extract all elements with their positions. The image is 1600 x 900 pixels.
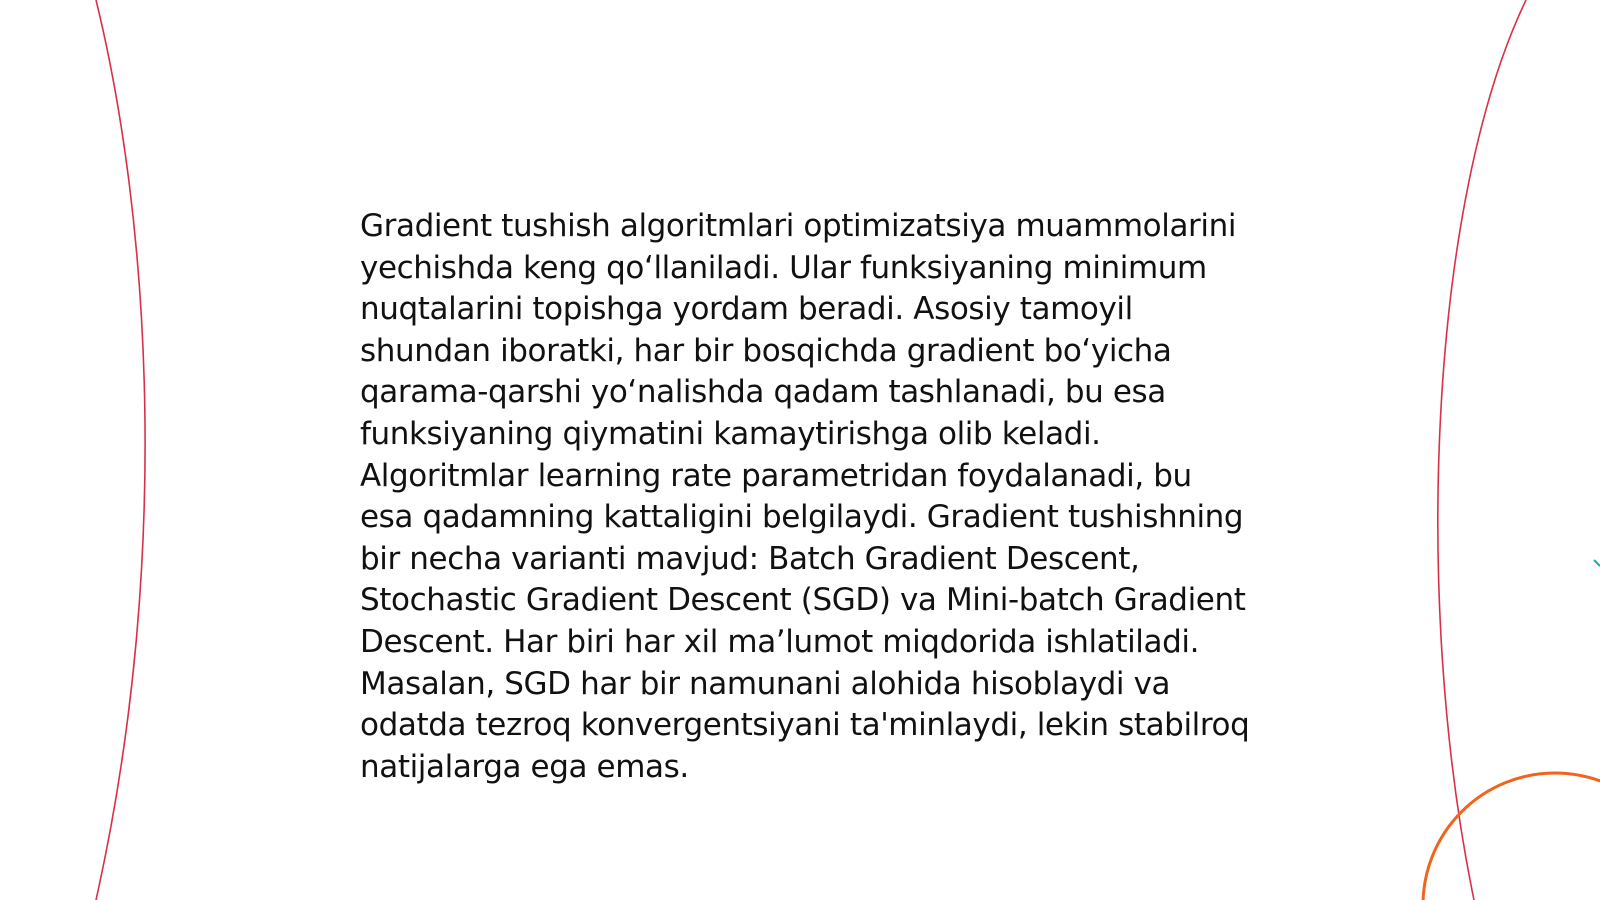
left-curve-line (96, 0, 145, 900)
teal-accent-mark (1594, 560, 1600, 566)
body-text: Gradient tushish algoritmlari optimizatsiya muammolarini yechishda keng qo‘llaniladi. Ular funksiyaning minimum nuqtalarini topishga yordam beradi. Asosiy tamoyil shundan iboratki, har bir bosqichda gradient bo‘yicha qarama-qarshi yo‘nalishda qadam tashlanadi, bu esa funksiyaning qiymatini kamaytirishga olib keladi. Algoritmlar learning rate parametridan foydalanadi, bu esa qadamning kattaligini belgilaydi. Gradient tushishning bir necha varianti mavjud: Batch Gradient Descent, Stochastic Gradient Descent (SGD) va Mini-batch Gradient Descent. Har biri har xil ma’lumot miqdorida ishlatiladi. Masalan, SGD har bir namunani alohida hisoblaydi va odatda tezroq konvergentsiyani ta'minlaydi, lekin stabilroq natijalarga ega emas. (360, 208, 1250, 785)
right-curve-line (1438, 0, 1526, 900)
orange-circle-outline (1423, 773, 1600, 900)
